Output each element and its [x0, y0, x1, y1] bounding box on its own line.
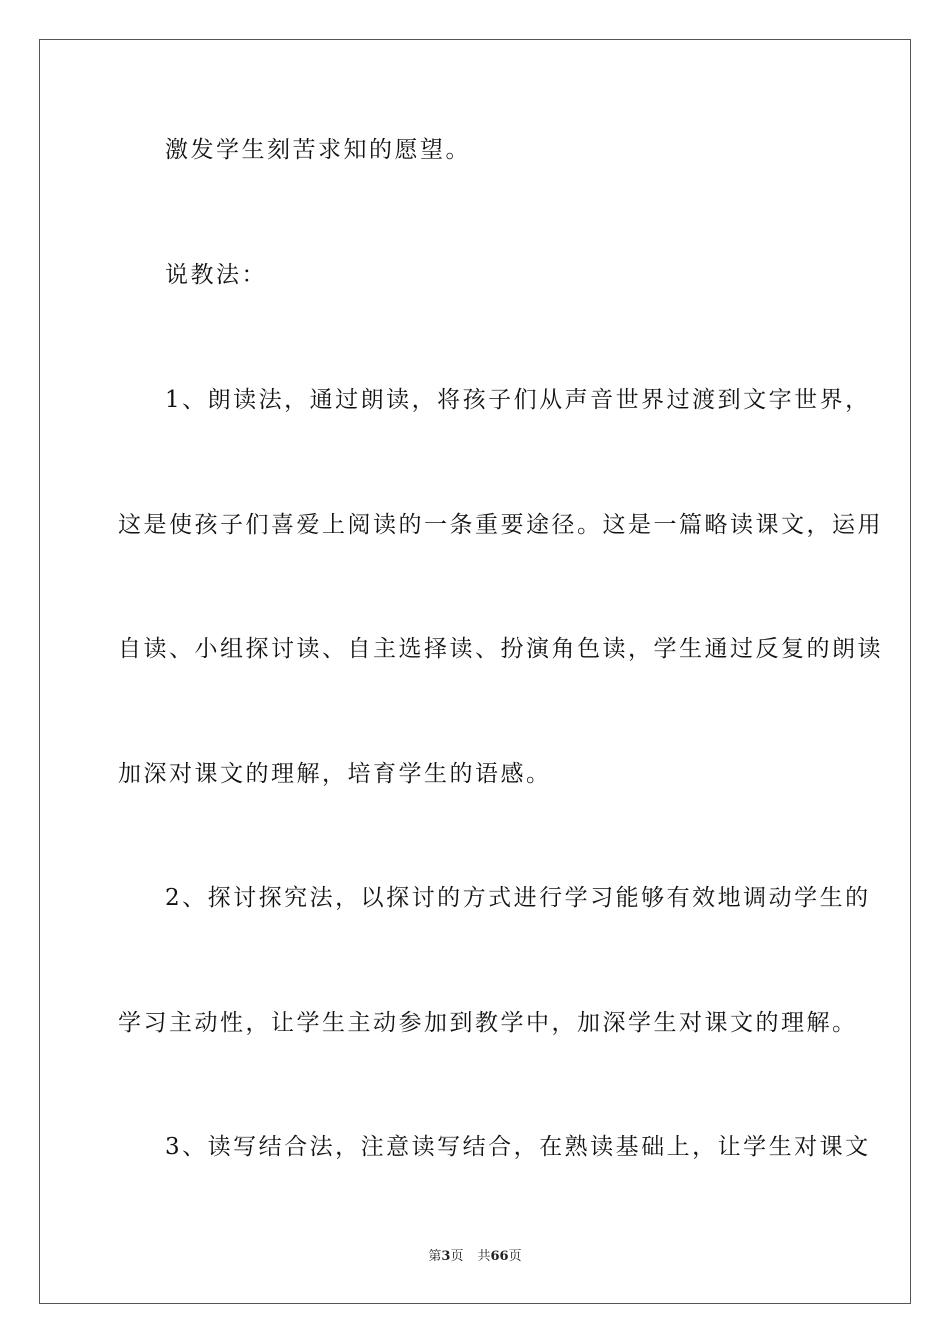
page-number: 3: [441, 1249, 451, 1264]
text-line: 这是使孩子们喜爱上阅读的一条重要途径。这是一篇略读课文，运用: [118, 512, 883, 538]
total-suffix: 页: [508, 1249, 522, 1264]
text-line: 3、读写结合法，注意读写结合，在熟读基础上，让学生对课文: [165, 1134, 871, 1160]
page-suffix: 页: [450, 1249, 464, 1264]
text-line: 自读、小组探讨读、自主选择读、扮演角色读，学生通过反复的朗读: [118, 636, 883, 662]
text-line: 加深对课文的理解，培育学生的语感。: [118, 761, 552, 787]
page-border: [39, 39, 911, 1304]
page-footer: [0, 1248, 950, 1266]
total-pages: 66: [490, 1249, 509, 1264]
text-line: 2、探讨探究法，以探讨的方式进行学习能够有效地调动学生的: [165, 885, 871, 911]
page-prefix: 第: [428, 1249, 442, 1264]
total-prefix: 共: [477, 1249, 491, 1264]
text-line: 激发学生刻苦求知的愿望。: [165, 137, 471, 163]
text-line: 说教法：: [165, 262, 267, 288]
text-line: 1、朗读法，通过朗读，将孩子们从声音世界过渡到文字世界，: [165, 387, 871, 413]
text-line: 学习主动性，让学生主动参加到教学中，加深学生对课文的理解。: [118, 1010, 858, 1036]
